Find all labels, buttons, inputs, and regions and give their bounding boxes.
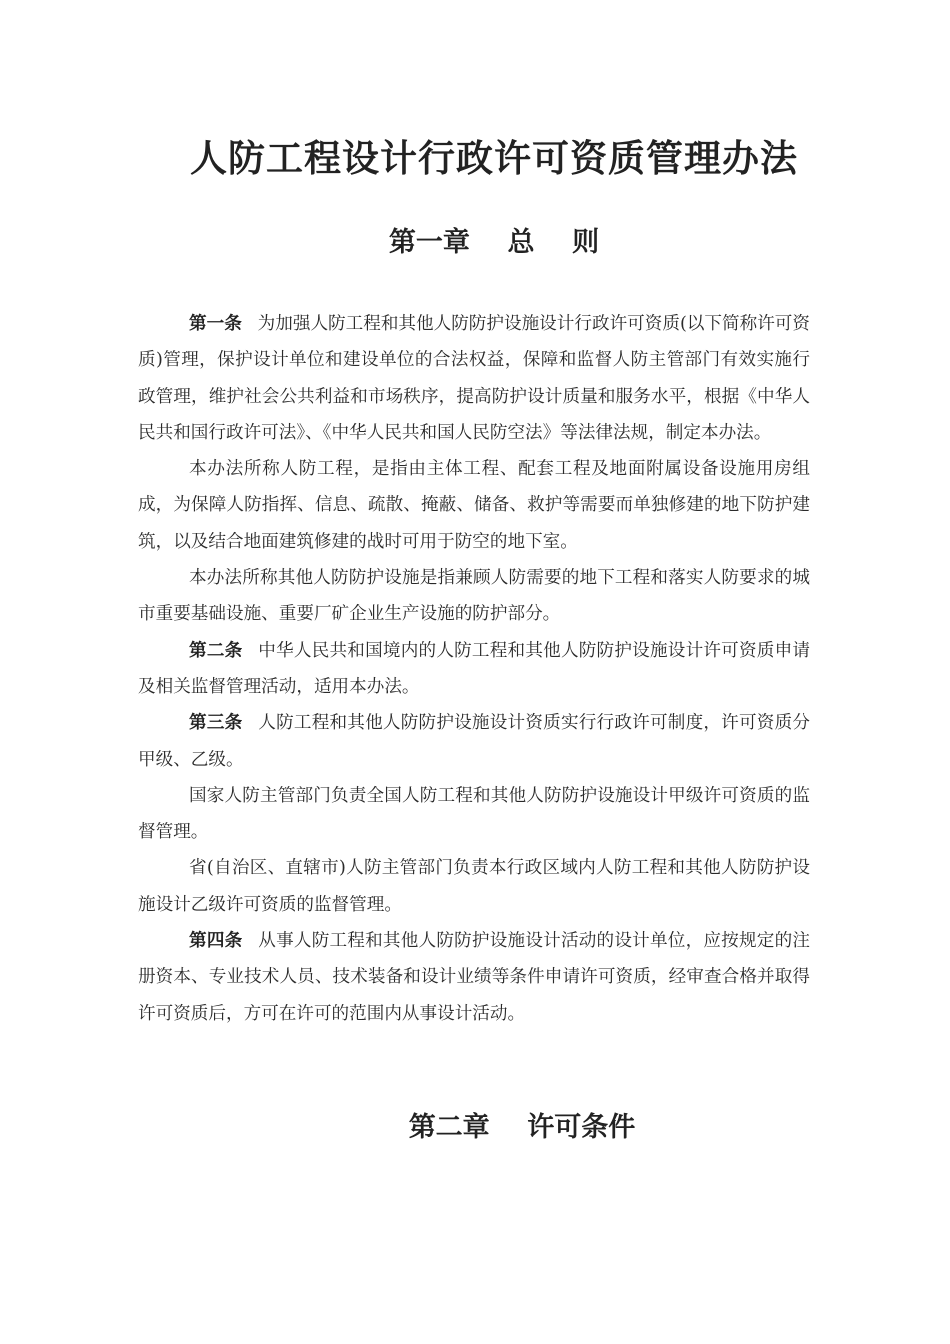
paragraph-text: 本办法所称人防工程，是指由主体工程、配套工程及地面附属设备设施用房组成，为保障人防指挥、信息、疏散、掩蔽、储备、救护等需要而单独修建的地下防护建筑，以及结合地面建筑修建的战时可用于防空的地下室。 [138,459,810,552]
paragraph [138,560,810,633]
paragraph-text: 为加强人防工程和其他人防防护设施设计行政许可资质(以下简称许可资质)管理，保护设计单位和建设单位的合法权益，保障和监督人防主管部门有效实施行政管理，维护社会公共利益和市场秩序，提高防护设计质量和服务水平，根据《中华人民共和国行政许可法》、《中华人民共和国人民防空法》等法律法规，制定本办法。 [138,314,810,443]
chapter-1-heading: 第一章 总 则 [388,227,600,258]
article-number: 第三条 [189,712,243,734]
paragraph [138,633,810,706]
paragraph-text: 中华人民共和国境内的人防工程和其他人防防护设施设计许可资质申请及相关监督管理活动，适用本办法。 [138,640,810,697]
paragraph [138,923,810,1032]
paragraph-text: 从事人防工程和其他人防防护设施设计活动的设计单位，应按规定的注册资本、专业技术人员、技术装备和设计业绩等条件申请许可资质，经审查合格并取得许可资质后，方可在许可的范围内从事设计活动。 [138,931,810,1024]
paragraph-text: 本办法所称其他人防防护设施是指兼顾人防需要的地下工程和落实人防要求的城市重要基础设施、重要厂矿企业生产设施的防护部分。 [138,568,810,625]
paragraph [138,778,810,851]
paragraph-text: 省(自治区、直辖市)人防主管部门负责本行政区域内人防工程和其他人防防护设施设计乙级许可资质的监督管理。 [138,858,810,915]
chapter-2-heading: 第二章 许可条件 [408,1112,636,1143]
paragraph-text: 国家人防主管部门负责全国人防工程和其他人防防护设施设计甲级许可资质的监督管理。 [138,785,810,843]
paragraph [138,451,810,560]
article-number: 第四条 [189,930,243,952]
chapter-1-body [138,306,810,1032]
paragraph [138,306,810,451]
article-number: 第一条 [189,313,242,334]
document-title: 人防工程设计行政许可资质管理办法 [190,136,798,180]
paragraph [138,705,810,778]
paragraph-text: 人防工程和其他人防防护设施设计资质实行行政许可制度，许可资质分甲级、乙级。 [138,713,810,770]
article-number: 第二条 [189,639,243,661]
paragraph [138,850,810,923]
